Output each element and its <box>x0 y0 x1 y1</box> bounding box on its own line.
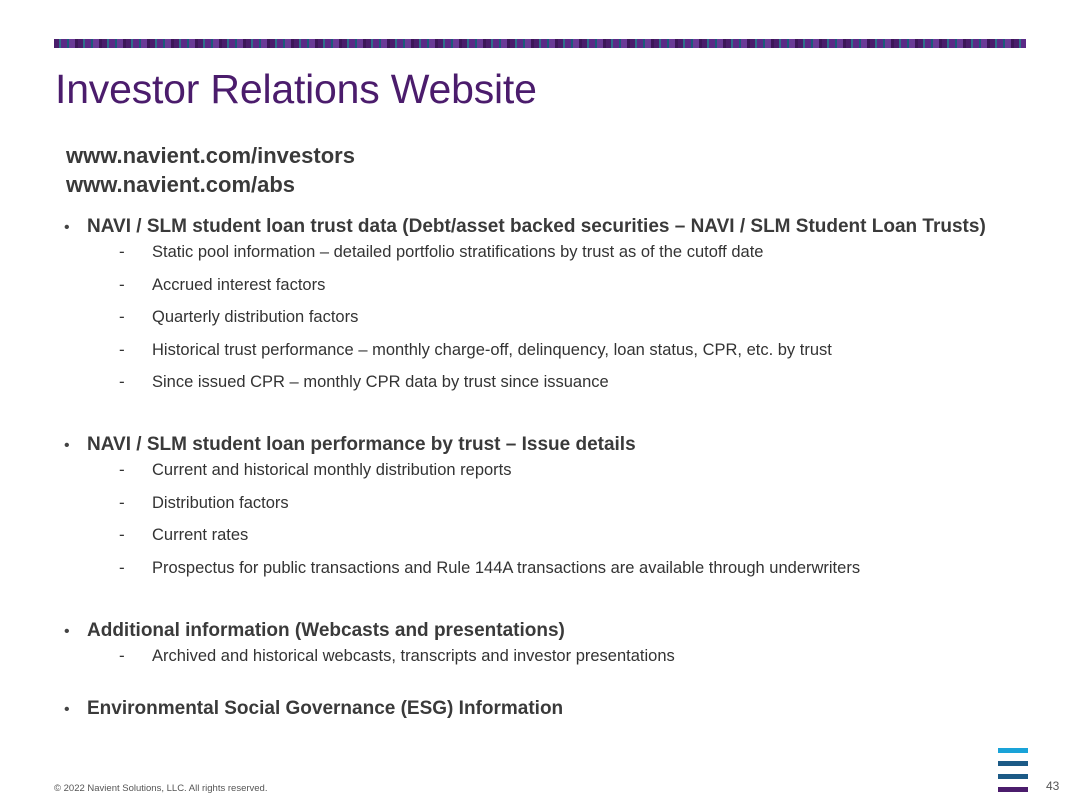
bullet-icon: • <box>64 623 70 640</box>
list-item <box>62 525 860 558</box>
dash-icon: - <box>119 492 125 512</box>
navient-logo-icon <box>998 748 1028 792</box>
dash-icon: - <box>119 307 125 326</box>
list-item-text: Since issued CPR – monthly CPR data by trust since issuance <box>152 373 609 391</box>
list-item-text: Historical trust performance – monthly charge-off, delinquency, loan status, CPR, etc. by trust <box>152 340 832 359</box>
logo-bar-bottom <box>998 787 1028 792</box>
list-item <box>62 242 986 275</box>
dash-icon: - <box>119 242 125 261</box>
section-loan-performance <box>62 434 860 590</box>
dash-icon: - <box>119 646 125 665</box>
list-item-text: Prospectus for public transactions and Rule 144A transactions are available through underwriters <box>152 558 861 577</box>
section-heading <box>62 434 860 456</box>
dash-icon: - <box>119 460 125 479</box>
sub-list <box>62 242 986 405</box>
list-item-text: Archived and historical webcasts, transcripts and investor presentations <box>152 647 675 665</box>
bullet-icon: • <box>64 437 70 454</box>
list-item <box>62 558 860 591</box>
url-investors-link[interactable]: www.navient.com/investors <box>66 143 355 168</box>
section-heading-text: Additional information (Webcasts and presentations) <box>87 620 565 641</box>
page-number: 43 <box>1046 779 1060 793</box>
sub-list <box>62 460 860 590</box>
dash-icon: - <box>119 339 125 359</box>
url-abs-link[interactable]: www.navient.com/abs <box>66 172 296 197</box>
slide-title: Investor Relations Website <box>55 66 537 112</box>
dash-icon: - <box>119 372 125 391</box>
logo-bar-top <box>998 748 1028 753</box>
dash-icon: - <box>119 274 125 294</box>
section-heading <box>62 698 563 720</box>
logo-bar-middle <box>998 761 1028 766</box>
section-heading <box>62 620 675 642</box>
list-item-text: Accrued interest factors <box>152 275 326 294</box>
list-item-text: Static pool information – detailed portfolio stratifications by trust as of the cutoff date <box>152 243 764 261</box>
bullet-icon: • <box>64 701 70 718</box>
bullet-icon: • <box>64 219 70 236</box>
section-trust-data <box>62 216 986 405</box>
logo-bar-lower <box>998 774 1028 779</box>
copyright-footer: © 2022 Navient Solutions, LLC. All rights reserved. <box>54 783 268 794</box>
list-item <box>62 307 986 340</box>
section-additional-info <box>62 620 675 679</box>
list-item-text: Current rates <box>152 526 249 544</box>
header-decorative-stripe <box>54 39 1026 48</box>
dash-icon: - <box>119 525 125 544</box>
list-item <box>62 275 986 308</box>
section-heading-text: NAVI / SLM student loan performance by trust – Issue details <box>87 434 636 455</box>
dash-icon: - <box>119 557 125 577</box>
sub-list <box>62 646 675 679</box>
list-item <box>62 460 860 493</box>
section-heading-text: NAVI / SLM student loan trust data (Debt/asset backed securities – NAVI / SLM Student Loan Trusts) <box>87 216 986 237</box>
list-item <box>62 493 860 526</box>
list-item-text: Quarterly distribution factors <box>152 308 359 326</box>
list-item-text: Current and historical monthly distribution reports <box>152 461 512 479</box>
list-item-text: Distribution factors <box>152 493 289 512</box>
list-item <box>62 372 986 405</box>
section-heading <box>62 216 986 238</box>
list-item <box>62 340 986 373</box>
url-list <box>66 141 355 199</box>
section-esg-info <box>62 698 563 720</box>
section-heading-text: Environmental Social Governance (ESG) Information <box>87 698 564 719</box>
list-item <box>62 646 675 679</box>
